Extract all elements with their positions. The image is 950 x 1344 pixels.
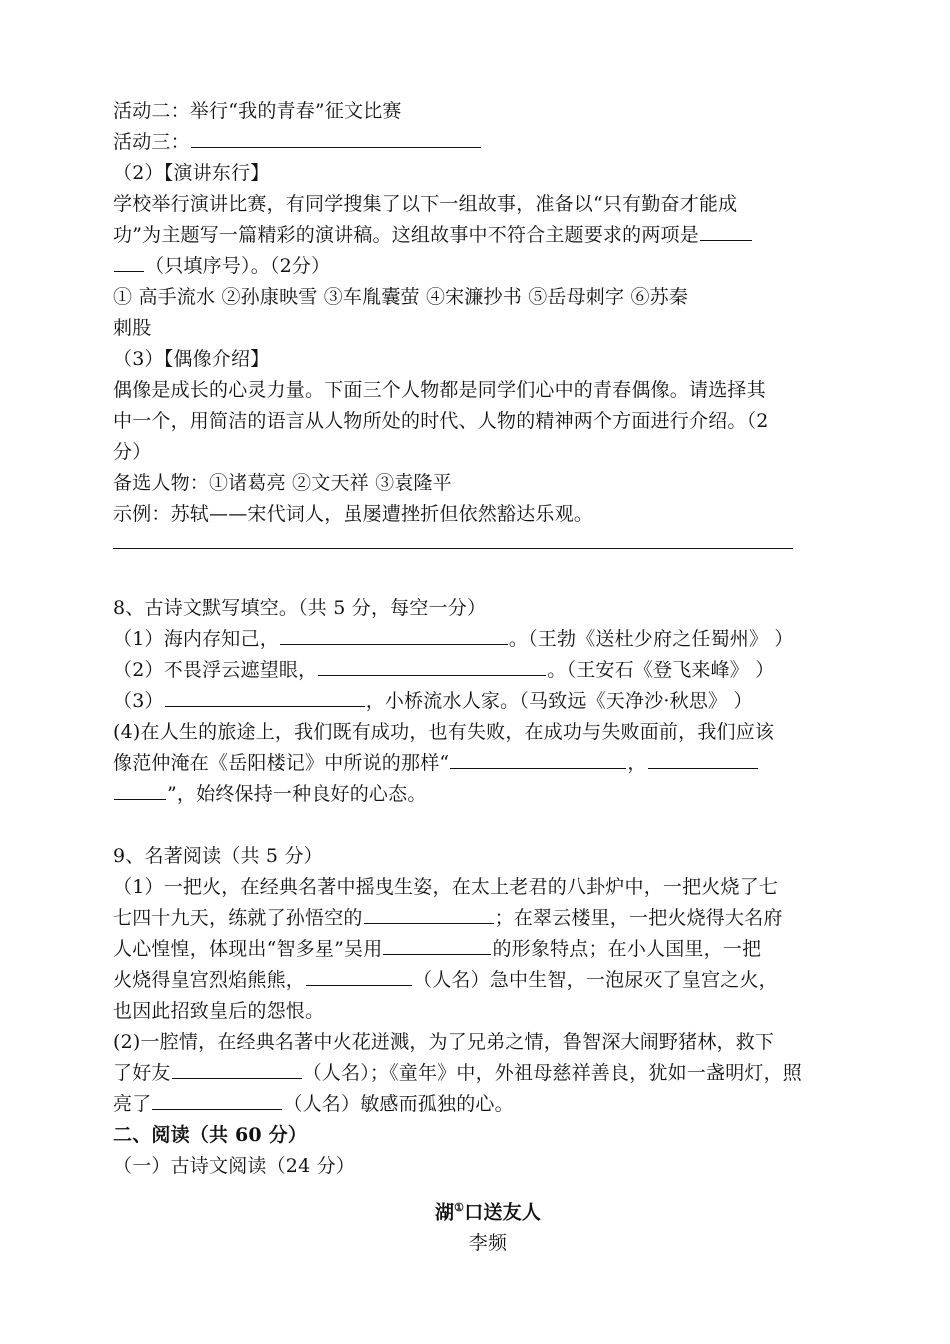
q9-2-line-3-post: （人名）敏感而孤独的心。 (283, 1093, 514, 1115)
q8-item-4-line-1: (4)在人生的旅途上，我们既有成功，也有失败，在成功与失败面前，我们应该 (113, 721, 775, 743)
q8-item-4-text: 像范仲淹在《岳阳楼记》中所说的那样“ (113, 752, 450, 774)
q9-1-line-3 (113, 934, 863, 965)
q9-2-line-2-pre: 了好友 (113, 1062, 171, 1084)
q8-item-4-line-2 (113, 748, 863, 779)
q9-2-blank-b[interactable] (152, 1089, 282, 1110)
q9-heading: 9、名著阅读（共 5 分） (113, 845, 323, 867)
q8-item-1-blank[interactable] (280, 624, 508, 645)
q9-1-line-5: 也因此招致皇后的怨恨。 (113, 1000, 325, 1022)
poem-author: 李频 (468, 1232, 508, 1255)
activity-3-line (113, 127, 863, 158)
q2-answer-blank-b[interactable] (114, 251, 144, 272)
q8-item-3-source: ，小桥流水人家。（马致远《天净沙·秋思》 ） (365, 690, 753, 712)
q3-text-line-3: 分） (113, 441, 152, 463)
q9-1-line-4 (113, 965, 863, 996)
q9-2-blank-a[interactable] (172, 1058, 302, 1079)
q9-2-line-1: (2)一腔情，在经典名著中火花迸溅，为了兄弟之情，鲁智深大闹野猪林，救下 (113, 1031, 775, 1053)
q8-heading: 8、古诗文默写填空。（共 5 分，每空一分） (113, 597, 487, 619)
q9-1-line-1: （1）一把火，在经典名著中摇曳生姿，在太上老君的八卦炉中，一把火烧了七 (113, 876, 779, 898)
q2-text-line-2 (113, 220, 863, 251)
q3-heading: （3）【偶像介绍】 (113, 348, 270, 370)
q9-2-line-3 (113, 1089, 863, 1120)
poem-footnote-marker: ① (454, 1201, 465, 1214)
q8-item-4-line-3 (113, 779, 863, 810)
activity-3-blank[interactable] (191, 127, 481, 148)
q9-1-line-3-pre: 人心惶惶，体现出“智多星”吴用 (113, 938, 383, 960)
q8-item-2-text: （2）不畏浮云遮望眼， (113, 659, 318, 681)
activity-2-line: 活动二：举行“我的青春”征文比赛 (113, 100, 402, 122)
q3-answer-line[interactable] (113, 530, 793, 549)
q2-heading: （2）【演讲东行】 (113, 162, 270, 184)
q9-1-line-3-post: 的形象特点；在小人国里，一把 (492, 938, 762, 960)
poem-title (113, 1192, 863, 1228)
q9-1-line-2 (113, 903, 863, 934)
section-2-heading: 二、阅读（共 60 分） (113, 1124, 308, 1146)
q9-1-line-2-post: ；在翠云楼里，一把火烧得大名府 (494, 907, 783, 929)
q8-item-4-tail: ”，始终保持一种良好的心态。 (167, 783, 427, 805)
q8-item-4-blank-c[interactable] (114, 779, 166, 800)
q8-item-3-text: （3） (113, 690, 164, 712)
q2-options-cont: 刺股 (113, 317, 152, 339)
q9-1-blank-b[interactable] (383, 934, 491, 955)
activity-3-label: 活动三： (113, 131, 190, 153)
q9-1-blank-a[interactable] (364, 903, 494, 924)
q2-text-line-1: 学校举行演讲比赛，有同学搜集了以下一组故事，准备以“只有勤奋才能成 (113, 193, 738, 215)
q8-item-3-blank[interactable] (165, 686, 365, 707)
q2-text-line-2-text: 功”为主题写一篇精彩的演讲稿。这组故事中不符合主题要求的两项是 (113, 224, 699, 246)
q2-text-line-3 (113, 251, 863, 282)
q9-2-line-3-pre: 亮了 (113, 1093, 152, 1115)
q3-example: 示例：苏轼——宋代词人，虽屡遭挫折但依然豁达乐观。 (113, 503, 594, 525)
q2-text-line-3-text: （只填序号）。（2分） (145, 255, 331, 277)
q8-item-2-source: 。（王安石《登飞来峰》 ） (547, 659, 775, 681)
q9-1-line-4-post: （人名）急中生智，一泡尿灭了皇宫之火， (413, 969, 778, 991)
q9-1-line-2-pre: 七四十九天，练就了孙悟空的 (113, 907, 363, 929)
exam-page (113, 96, 863, 1259)
q8-item-3 (113, 686, 863, 717)
q8-item-4-blank-b[interactable] (648, 748, 758, 769)
poem-title-b: 口送友人 (464, 1201, 542, 1224)
q3-text-line-2: 中一个，用简洁的语言从人物所处的时代、人物的精神两个方面进行介绍。（2 (113, 410, 769, 432)
q2-options: ① 高手流水 ②孙康映雪 ③车胤囊萤 ④宋濂抄书 ⑤岳母刺字 ⑥苏秦 (113, 286, 689, 308)
q9-1-line-4-pre: 火烧得皇宫烈焰熊熊， (113, 969, 306, 991)
q8-item-2 (113, 655, 863, 686)
q8-item-1-source: 。（王勃《送杜少府之任蜀州》 ） (508, 628, 794, 650)
q2-answer-blank-a[interactable] (700, 220, 752, 241)
q8-item-1-text: （1）海内存知己， (113, 628, 279, 650)
section-2-1-heading: （一）古诗文阅读（24 分） (113, 1155, 356, 1177)
q9-1-blank-c[interactable] (306, 965, 412, 986)
q3-text-line-1: 偶像是成长的心灵力量。下面三个人物都是同学们心中的青春偶像。请选择其 (113, 379, 766, 401)
poem-title-a: 湖 (434, 1201, 455, 1224)
q8-item-4-blank-a[interactable] (450, 748, 626, 769)
q8-item-2-blank[interactable] (318, 655, 546, 676)
q9-2-line-2 (113, 1058, 863, 1089)
q8-item-1 (113, 624, 863, 655)
q9-2-line-2-post: （人名）；《童年》中，外祖母慈祥善良，犹如一盏明灯，照 (302, 1062, 803, 1084)
q3-candidates: 备选人物：①诸葛亮 ②文天祥 ③袁隆平 (113, 472, 452, 494)
q8-item-4-comma: ， (627, 752, 647, 774)
